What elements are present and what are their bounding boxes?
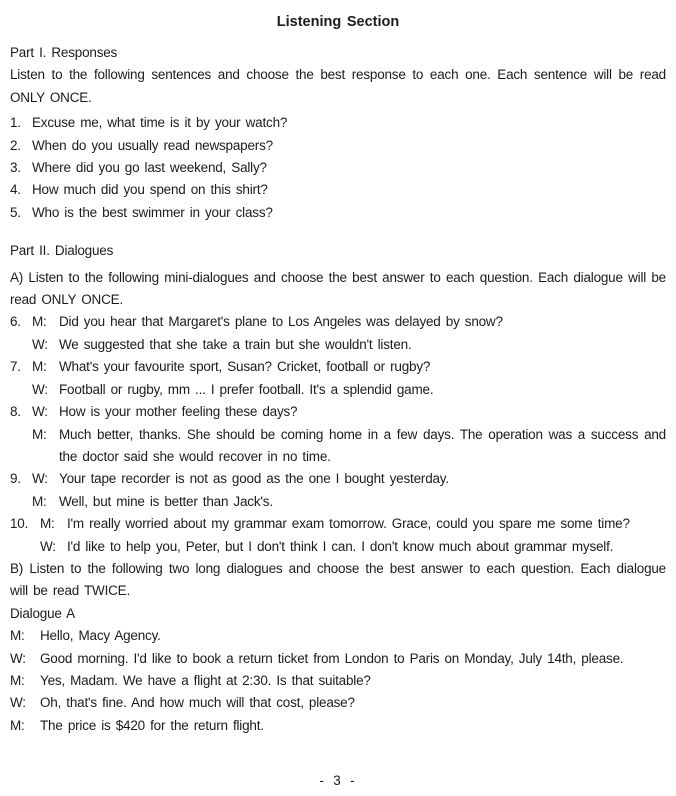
dialogue-text: Your tape recorder is not as good as the one I bought yesterday.	[59, 471, 449, 487]
dialogue-text: How is your mother feeling these days?	[59, 404, 298, 420]
number-spacer	[10, 491, 32, 513]
speaker-label: W:	[10, 695, 26, 711]
dialogue-text: Did you hear that Margaret's plane to Los Angeles was delayed by snow?	[59, 314, 503, 330]
part1-question-list	[10, 112, 666, 224]
dialogue-text: Yes, Madam. We have a flight at 2:30. Is that suitable?	[40, 672, 371, 688]
dialogue-line	[10, 491, 666, 513]
number-spacer	[10, 536, 40, 558]
dialogue-line	[10, 424, 666, 469]
dialogue-line	[10, 468, 666, 490]
dialogue-line	[10, 715, 666, 737]
dialogue-text: Hello, Macy Agency.	[40, 628, 161, 644]
part1-instructions: Listen to the following sentences and choose the best response to each one. Each sentence will be read ONLY ONCE.	[10, 67, 666, 105]
dialogue-line	[10, 401, 666, 423]
number-spacer	[10, 424, 32, 469]
speaker-label: M:	[10, 628, 25, 644]
question-number: 2.	[10, 137, 21, 153]
question-4	[10, 179, 666, 201]
question-text: Who is the best swimmer in your class?	[32, 204, 273, 220]
speaker-label: W:	[40, 538, 56, 554]
number-spacer	[10, 334, 32, 356]
dialogue-number: 6.	[10, 314, 21, 330]
dialogue-line	[10, 536, 666, 558]
question-number: 4.	[10, 182, 21, 198]
speaker-label: M:	[10, 717, 25, 733]
dialogue-number: 10.	[10, 516, 29, 532]
speaker-label: W:	[10, 650, 26, 666]
dialogue-10	[10, 513, 666, 558]
dialogue-text: What's your favourite sport, Susan? Cricket, football or rugby?	[59, 359, 431, 375]
speaker-label: M:	[32, 426, 47, 442]
page-number: - 3 -	[319, 772, 357, 788]
dialogue-text: Well, but mine is better than Jack's.	[59, 493, 273, 509]
dialogue-text: The price is $420 for the return flight.	[40, 717, 264, 733]
dialogue-line	[10, 513, 666, 535]
dialogue-text: We suggested that she take a train but she wouldn't listen.	[59, 336, 412, 352]
question-text: Excuse me, what time is it by your watch?	[32, 115, 288, 131]
dialogue-9	[10, 468, 666, 513]
dialogue-number: 8.	[10, 404, 21, 420]
dialogue-7	[10, 356, 666, 401]
dialogue-text: I'd like to help you, Peter, but I don't think I can. I don't know much about grammar myself.	[67, 538, 614, 554]
question-text: When do you usually read newspapers?	[32, 137, 273, 153]
number-spacer	[10, 379, 32, 401]
question-1	[10, 112, 666, 134]
dialogue-line	[10, 625, 666, 647]
dialogue-8	[10, 401, 666, 468]
section-b-instructions: B) Listen to the following two long dialogues and choose the best answer to each question. Each dialogue will be read TWICE.	[10, 560, 666, 599]
dialogue-line	[10, 356, 666, 378]
question-number: 1.	[10, 115, 21, 131]
part2-heading: Part II. Dialogues	[10, 243, 114, 259]
dialogue-number: 7.	[10, 359, 21, 375]
question-number: 5.	[10, 204, 21, 220]
question-2	[10, 135, 666, 157]
question-5	[10, 202, 666, 224]
part1-heading: Part I. Responses	[10, 45, 118, 60]
dialogue-text: I'm really worried about my grammar exam tomorrow. Grace, could you spare me some time?	[67, 516, 630, 532]
speaker-label: W:	[32, 381, 48, 397]
section-a-instructions: A) Listen to the following mini-dialogues and choose the best answer to each question. Each dialogue will be read ONLY ONCE.	[10, 269, 666, 308]
dialogue-text: Much better, thanks. She should be coming home in a few days. The operation was a success and the doctor said she would recover in no time.	[59, 426, 666, 464]
dialogue-line	[10, 670, 666, 692]
speaker-label: W:	[32, 471, 48, 487]
dialogue-line	[10, 648, 666, 670]
speaker-label: W:	[32, 336, 48, 352]
question-text: How much did you spend on this shirt?	[32, 182, 268, 198]
dialogue-a-body	[10, 625, 666, 737]
dialogue-text: Oh, that's fine. And how much will that cost, please?	[40, 695, 355, 711]
dialogue-a-heading: Dialogue A	[10, 605, 75, 621]
dialogue-number: 9.	[10, 471, 21, 487]
speaker-label: W:	[32, 404, 48, 420]
dialogue-line	[10, 334, 666, 356]
speaker-label: M:	[32, 314, 47, 330]
question-3	[10, 157, 666, 179]
dialogue-text: Football or rugby, mm ... I prefer football. It's a splendid game.	[59, 381, 434, 397]
speaker-label: M:	[32, 493, 47, 509]
dialogue-text: Good morning. I'd like to book a return ticket from London to Paris on Monday, July 14th, please.	[40, 650, 624, 666]
question-text: Where did you go last weekend, Sally?	[32, 160, 267, 176]
page-title: Listening Section	[276, 14, 400, 30]
speaker-label: M:	[32, 359, 47, 375]
dialogue-6	[10, 311, 666, 356]
speaker-label: M:	[10, 672, 25, 688]
dialogue-line	[10, 379, 666, 401]
question-number: 3.	[10, 160, 21, 176]
dialogue-line	[10, 692, 666, 714]
speaker-label: M:	[40, 516, 55, 532]
dialogue-line	[10, 311, 666, 333]
